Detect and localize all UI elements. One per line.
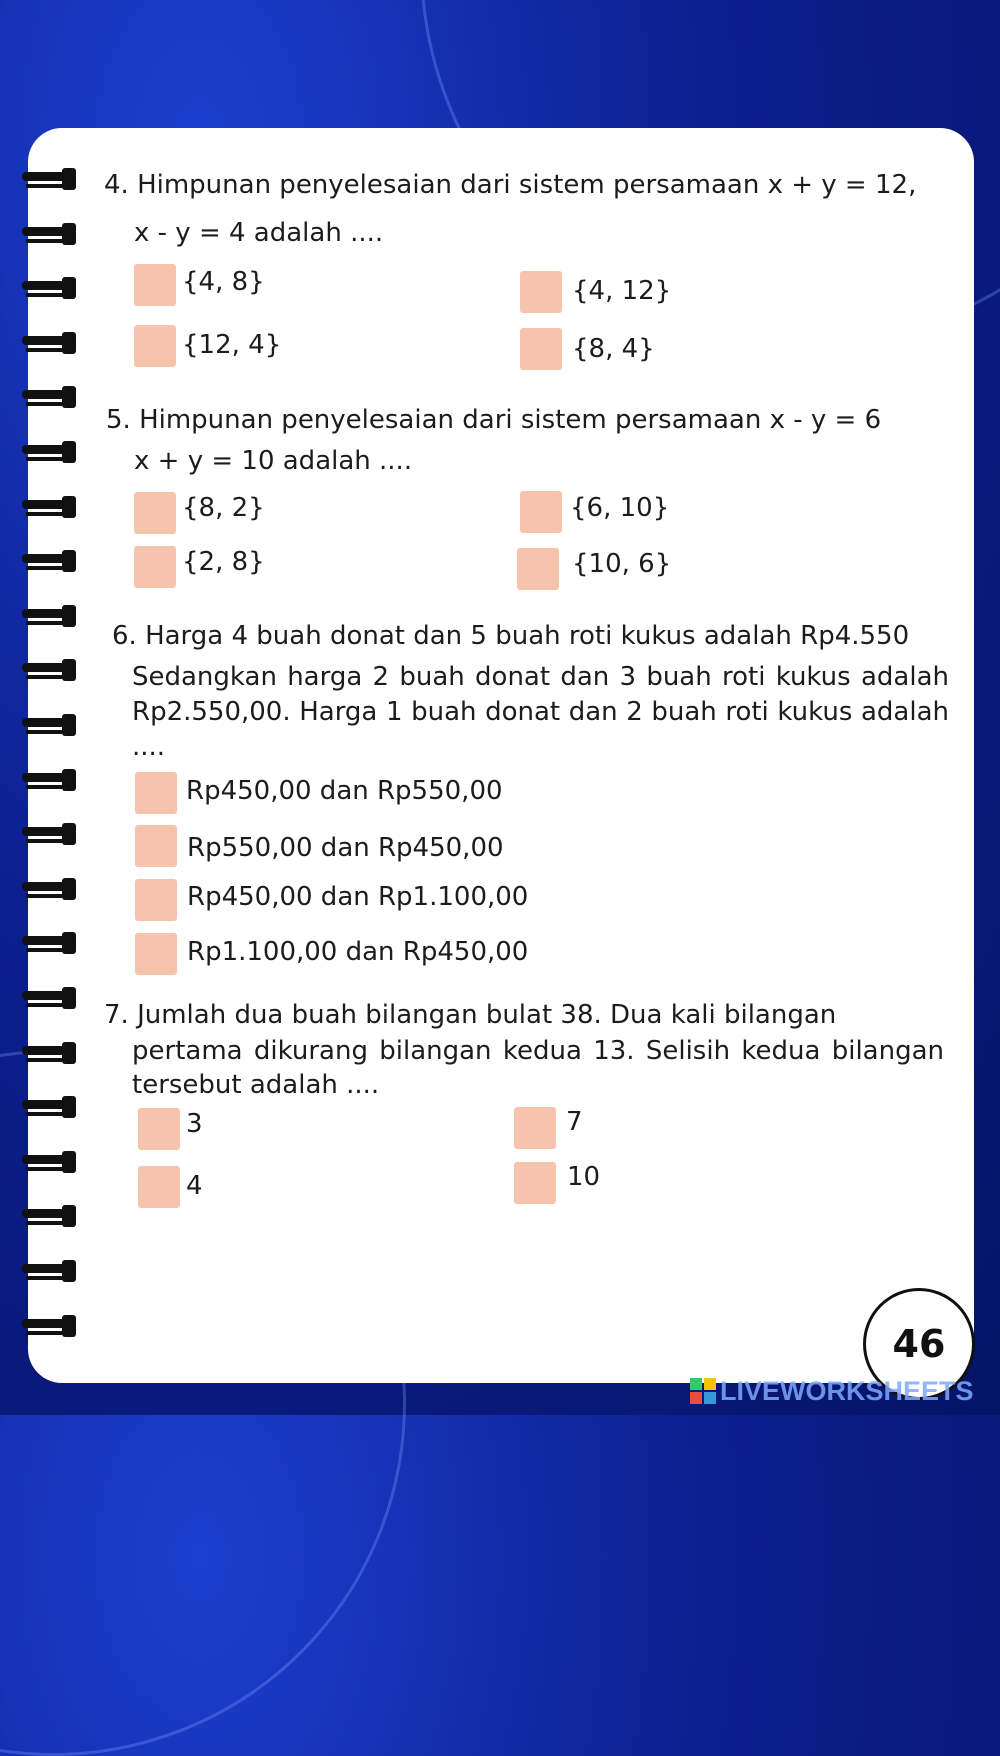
answer-box-q6-a[interactable] [135,772,177,814]
spiral-ring [22,548,80,574]
option-q6-d: Rp1.100,00 dan Rp450,00 [187,937,529,967]
option-q7-d: 10 [567,1162,601,1192]
question-4-line-2: x - y = 4 adalah .... [134,218,384,248]
spiral-ring [22,221,80,247]
option-q6-b: Rp550,00 dan Rp450,00 [187,833,504,863]
spiral-ring [22,494,80,520]
page-number: 46 [892,1322,946,1366]
question-4-line-1: 4. Himpunan penyelesaian dari sistem persamaan x + y = 12, [104,170,917,200]
answer-box-q5-d[interactable] [517,548,559,590]
option-q6-a: Rp450,00 dan Rp550,00 [186,776,503,806]
option-q5-d: {10, 6} [572,549,672,579]
spiral-ring [22,712,80,738]
question-5-line-1: 5. Himpunan penyelesaian dari sistem persamaan x - y = 6 [106,405,882,435]
answer-box-q7-a[interactable] [138,1108,180,1150]
answer-box-q5-b[interactable] [520,491,562,533]
answer-box-q6-c[interactable] [135,879,177,921]
spiral-ring [22,330,80,356]
option-q4-c: {12, 4} [182,330,282,360]
spiral-ring [22,1094,80,1120]
spiral-ring [22,821,80,847]
answer-box-q6-b[interactable] [135,825,177,867]
spiral-ring [22,603,80,629]
answer-box-q6-d[interactable] [135,933,177,975]
spiral-ring [22,1258,80,1284]
option-q5-a: {8, 2} [182,493,265,523]
option-q4-a: {4, 8} [182,267,265,297]
liveworksheets-logo-icon [690,1378,716,1404]
option-q7-c: 4 [186,1171,203,1201]
option-q7-b: 7 [566,1107,583,1137]
spiral-ring [22,1149,80,1175]
answer-box-q4-b[interactable] [520,271,562,313]
option-q5-c: {2, 8} [182,547,265,577]
question-6-body: Sedangkan harga 2 buah donat dan 3 buah roti kukus adalah Rp2.550,00. Harga 1 buah donat dan 2 buah roti kukus adalah .... [132,662,949,762]
answer-box-q7-c[interactable] [138,1166,180,1208]
liveworksheets-watermark[interactable] [690,1376,974,1406]
spiral-ring [22,767,80,793]
answer-box-q7-b[interactable] [514,1107,556,1149]
answer-box-q7-d[interactable] [514,1162,556,1204]
spiral-ring [22,275,80,301]
answer-box-q5-c[interactable] [134,546,176,588]
spiral-ring [22,930,80,956]
spiral-ring [22,657,80,683]
question-7-line-1: 7. Jumlah dua buah bilangan bulat 38. Dua kali bilangan [104,1000,837,1030]
question-5-line-2: x + y = 10 adalah .... [134,446,413,476]
spiral-ring [22,1040,80,1066]
answer-box-q5-a[interactable] [134,492,176,534]
spiral-ring [22,166,80,192]
spiral-ring [22,439,80,465]
answer-box-q4-a[interactable] [134,264,176,306]
spiral-ring [22,1203,80,1229]
option-q4-b: {4, 12} [572,276,672,306]
spiral-ring [22,985,80,1011]
option-q5-b: {6, 10} [570,493,670,523]
answer-box-q4-d[interactable] [520,328,562,370]
answer-box-q4-c[interactable] [134,325,176,367]
question-7-body: pertama dikurang bilangan kedua 13. Selisih kedua bilangan tersebut adalah .... [132,1036,944,1100]
spiral-ring [22,384,80,410]
option-q4-d: {8, 4} [572,334,655,364]
option-q6-c: Rp450,00 dan Rp1.100,00 [187,882,529,912]
spiral-ring [22,1313,80,1339]
question-6-line-1: 6. Harga 4 buah donat dan 5 buah roti kukus adalah Rp4.550 [112,621,910,651]
watermark-text: LIVEWORKSHEETS [720,1375,974,1406]
option-q7-a: 3 [186,1109,203,1139]
spiral-ring [22,876,80,902]
